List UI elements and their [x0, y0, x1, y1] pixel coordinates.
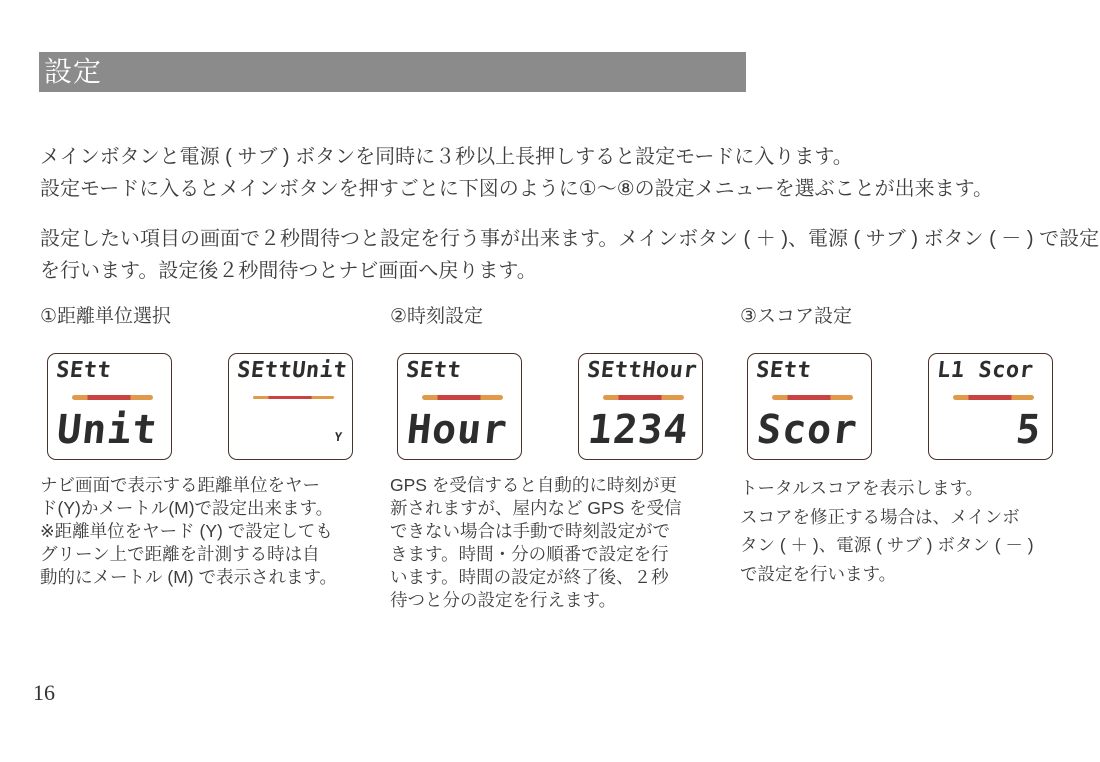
section-distance-unit — [40, 306, 376, 587]
section-time-setting — [390, 306, 726, 610]
description-line: で設定を行います。 — [740, 563, 897, 584]
usage-line: 設定したい項目の画面で２秒間待つと設定を行う事が出来ます。メインボタン ( ＋ )、電源 ( サブ ) ボタン ( － ) で設定 — [40, 228, 1100, 250]
intro-line: 設定モードに入るとメインボタンを押すごとに下図のように①〜⑧の設定メニューを選ぶことが出来ます。 — [40, 178, 994, 200]
description-line: スコアを修正する場合は、メインボ — [740, 506, 1020, 527]
lcd-display-pair — [390, 353, 726, 460]
lcd-top-text: SEtt — [754, 358, 813, 383]
lcd-display-pair — [740, 353, 1076, 460]
lcd-main-text: 5 — [1013, 407, 1044, 453]
description-line: きます。時間・分の順番で設定を行 — [390, 544, 669, 564]
description-line: 新されますが、屋内など GPS を受信 — [390, 498, 682, 518]
lcd-top-text: SEtt — [404, 358, 463, 383]
section-score-setting — [740, 306, 1076, 584]
section-label: ①距離単位選択 — [40, 306, 172, 327]
page-title: 設定 — [44, 56, 103, 87]
lcd-display-settunit-y — [228, 353, 353, 460]
lcd-main-text: Hour — [404, 407, 510, 453]
page-number: 16 — [33, 680, 55, 705]
description-line: タン ( ＋ )、電源 ( サブ ) ボタン ( － ) — [740, 535, 1034, 555]
lcd-display-pair — [40, 353, 376, 460]
description-line: ナビ画面で表示する距離単位をヤー — [40, 475, 320, 495]
lcd-display-sett-hour — [397, 353, 522, 460]
section-header-bar — [39, 52, 746, 92]
lcd-progress-bar — [772, 395, 853, 400]
description-line: できない場合は手動で時刻設定がで — [390, 521, 670, 541]
lcd-top-text: SEtt — [54, 358, 113, 383]
lcd-top-text: SEttHour — [585, 358, 699, 383]
description-line: 動的にメートル (M) で表示されます。 — [40, 567, 338, 587]
lcd-main-text: Unit — [54, 407, 160, 453]
description-line: ド(Y)かメートル(M)で設定出来ます。 — [40, 498, 334, 518]
description-line: 待つと分の設定を行えます。 — [390, 590, 617, 610]
section-label: ③スコア設定 — [740, 306, 853, 327]
lcd-main-text: 1234 — [585, 407, 691, 453]
description-line: GPS を受信すると自動的に時刻が更 — [390, 475, 677, 495]
section-label: ②時刻設定 — [390, 306, 484, 327]
description-line: ※距離単位をヤード (Y) で設定しても — [40, 521, 333, 541]
lcd-display-sett-unit — [47, 353, 172, 460]
lcd-top-text: SEttUnit — [235, 358, 349, 383]
lcd-progress-bar — [603, 395, 684, 400]
lcd-display-l1-scor-5 — [928, 353, 1053, 460]
lcd-display-setthour-1234 — [578, 353, 703, 460]
usage-line: を行います。設定後２秒間待つとナビ画面へ戻ります。 — [40, 260, 537, 282]
lcd-progress-bar — [253, 396, 334, 399]
lcd-progress-bar — [422, 395, 503, 400]
intro-line: メインボタンと電源 ( サブ ) ボタンを同時に３秒以上長押しすると設定モードに入ります。 — [40, 146, 853, 168]
section-description — [390, 474, 726, 612]
lcd-progress-bar — [72, 395, 153, 400]
lcd-unit-indicator: Y — [333, 430, 343, 444]
usage-paragraph — [40, 223, 1100, 287]
description-line: グリーン上で距離を計測する時は自 — [40, 544, 320, 564]
lcd-top-text: L1 Scor — [935, 358, 1035, 383]
intro-paragraph — [40, 141, 1075, 205]
section-description — [40, 474, 376, 589]
section-description — [740, 474, 1076, 588]
lcd-display-sett-scor — [747, 353, 872, 460]
lcd-main-text: Scor — [754, 407, 860, 453]
description-line: トータルスコアを表示します。 — [740, 478, 984, 498]
description-line: います。時間の設定が終了後、２秒 — [390, 567, 669, 587]
lcd-progress-bar — [953, 395, 1034, 400]
